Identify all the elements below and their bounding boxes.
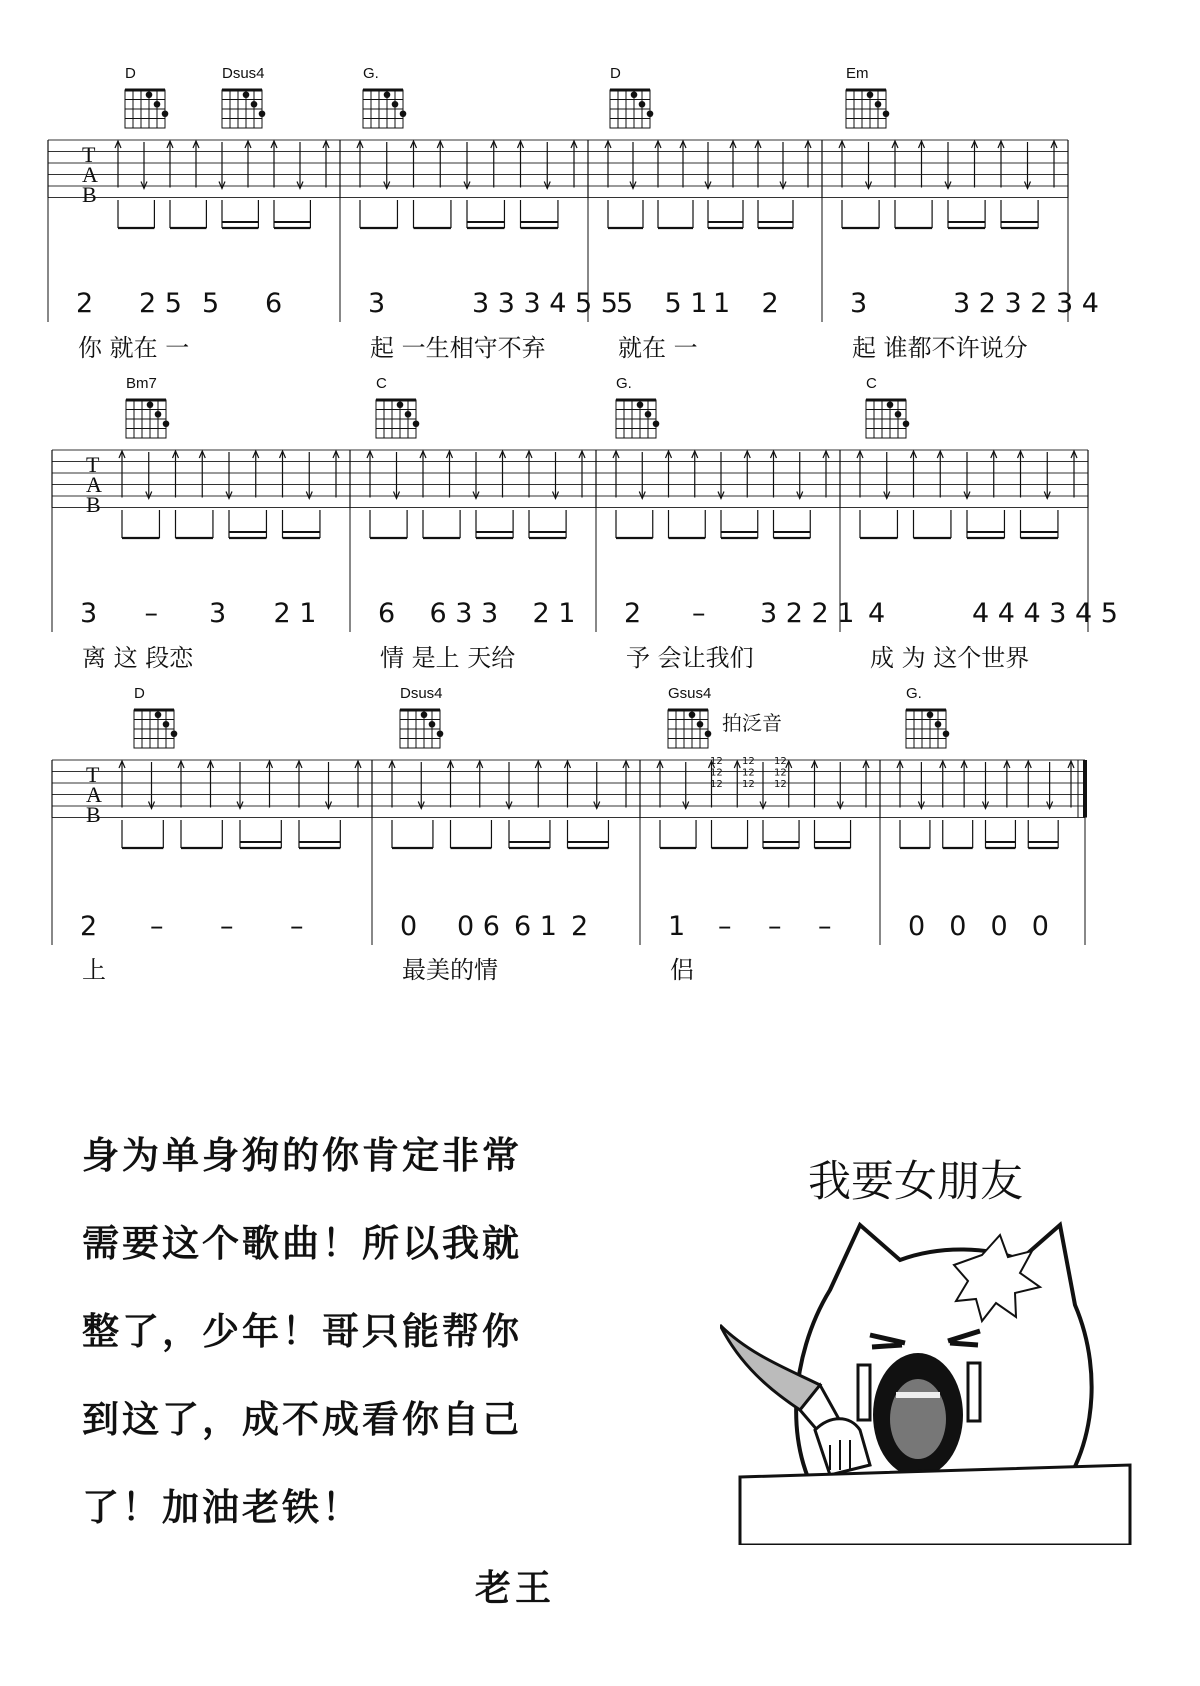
jianpu-note: 3 — [209, 598, 227, 629]
jianpu-note: 2 1 — [532, 598, 576, 629]
jianpu-note: – — [718, 911, 732, 942]
meme-caption: 我要女朋友 — [808, 1157, 1023, 1207]
jianpu-note: – — [144, 598, 158, 629]
jianpu-note: 5 — [202, 288, 220, 319]
jianpu-note: – — [150, 911, 164, 942]
lyric-line: 予 会让我们 — [626, 644, 754, 672]
lyric-line: 侣 — [670, 956, 694, 984]
harmonic-fret: 12 — [710, 779, 723, 790]
jianpu-note: 0 — [908, 911, 926, 942]
jianpu-note: 2 5 — [139, 288, 182, 319]
jianpu-note: – — [290, 911, 304, 942]
message-line: 整了，少年！哥只能帮你 — [82, 1310, 522, 1353]
harmonic-fret: 12 — [774, 779, 787, 790]
jianpu-note: 6 1 — [514, 911, 557, 942]
jianpu-note: 0 — [1031, 911, 1049, 942]
chord-name: D — [125, 65, 136, 82]
lyric-line: 最美的情 — [402, 956, 498, 984]
tab-clef-letter: B — [86, 802, 101, 827]
harmonic-fret: 12 — [742, 767, 755, 779]
chord-name: G. — [906, 685, 922, 702]
table-edge — [740, 1465, 1130, 1545]
jianpu-note: 0 — [949, 911, 967, 942]
tab-clef-letter: T — [82, 142, 96, 167]
jianpu-note: 3 3 3 4 5 5 — [472, 288, 618, 319]
message-line: 了！加油老铁！ — [82, 1486, 362, 1529]
jianpu-note: 2 — [571, 911, 589, 942]
lyric-line: 起 一生相守不弃 — [370, 334, 546, 362]
lyric-line: 成 为 这个世界 — [870, 644, 1030, 672]
jianpu-note: 2 1 — [273, 598, 317, 629]
harmonic-fret: 12 — [742, 779, 755, 790]
tab-clef-letter: T — [86, 762, 100, 787]
chord-name: Em — [846, 65, 869, 82]
chord-name: Gsus4 — [668, 685, 712, 702]
tab-clef-letter: A — [82, 162, 98, 187]
chord-name: Dsus4 — [222, 65, 265, 82]
jianpu-note: 5 1 — [664, 288, 708, 319]
jianpu-note: 3 — [850, 288, 868, 319]
jianpu-note: 3 2 3 2 3 4 — [953, 288, 1099, 319]
jianpu-note: 3 — [80, 598, 98, 629]
tab-clef-letter: B — [86, 492, 101, 517]
jianpu-note: 2 — [761, 288, 779, 319]
lyric-line: 你 就在 一 — [78, 334, 190, 362]
jianpu-note: 0 — [990, 911, 1008, 942]
chord-name: G. — [363, 65, 379, 82]
chord-name: C — [866, 375, 877, 392]
lyric-line: 上 — [82, 956, 106, 984]
jianpu-note: – — [818, 911, 832, 942]
chord-name: Bm7 — [126, 375, 157, 392]
harmonic-fret: 12 — [710, 767, 723, 779]
harmonic-annotation: 拍泛音 — [722, 711, 782, 735]
jianpu-note: 6 3 — [429, 598, 473, 629]
jianpu-note: 0 6 — [457, 911, 500, 942]
jianpu-note: 3 — [368, 288, 386, 319]
jianpu-note: 1 — [713, 288, 731, 319]
lyric-line: 就在 一 — [618, 334, 698, 362]
tab-clef-letter: A — [86, 782, 102, 807]
lyric-line: 起 谁都不许说分 — [852, 334, 1028, 362]
jianpu-note: 2 — [80, 911, 98, 942]
jianpu-note: 3 — [481, 598, 499, 629]
message-block — [82, 1112, 682, 1552]
lyric-line: 离 这 段恋 — [82, 644, 194, 672]
jianpu-note: 1 — [668, 911, 686, 942]
jianpu-note: 6 — [265, 288, 283, 319]
message-line: 身为单身狗的你肯定非常 — [82, 1134, 522, 1177]
jianpu-note: 5 — [616, 288, 634, 319]
harmonic-fret: 12 — [710, 756, 723, 767]
harmonic-fret: 12 — [774, 767, 787, 779]
jianpu-note: – — [692, 598, 706, 629]
chord-name: G. — [616, 375, 632, 392]
jianpu-note: 4 — [868, 598, 886, 629]
crying-mouth-icon — [873, 1353, 963, 1477]
jianpu-note: – — [768, 911, 782, 942]
jianpu-note: – — [220, 911, 234, 942]
jianpu-note: 2 — [76, 288, 94, 319]
signature: 老王 — [475, 1568, 556, 1609]
jianpu-note: 0 — [400, 911, 418, 942]
chord-name: Dsus4 — [400, 685, 443, 702]
crying-cat-meme — [720, 1215, 1140, 1545]
harmonic-fret: 12 — [774, 756, 787, 767]
jianpu-note: 3 2 2 1 — [760, 598, 855, 629]
jianpu-note: 6 — [378, 598, 396, 629]
tab-clef-letter: B — [82, 182, 97, 207]
tab-clef-letter: A — [86, 472, 102, 497]
chord-name: D — [610, 65, 621, 82]
harmonic-fret: 12 — [742, 756, 755, 767]
jianpu-note: 4 4 4 3 4 5 — [972, 598, 1118, 629]
message-line: 需要这个歌曲！所以我就 — [82, 1222, 522, 1265]
lyric-line: 情 是上 天给 — [380, 644, 516, 672]
tab-clef-letter: T — [86, 452, 100, 477]
message-line: 到这了，成不成看你自己 — [82, 1398, 522, 1441]
chord-name: D — [134, 685, 145, 702]
chord-name: C — [376, 375, 387, 392]
jianpu-note: 2 — [624, 598, 642, 629]
